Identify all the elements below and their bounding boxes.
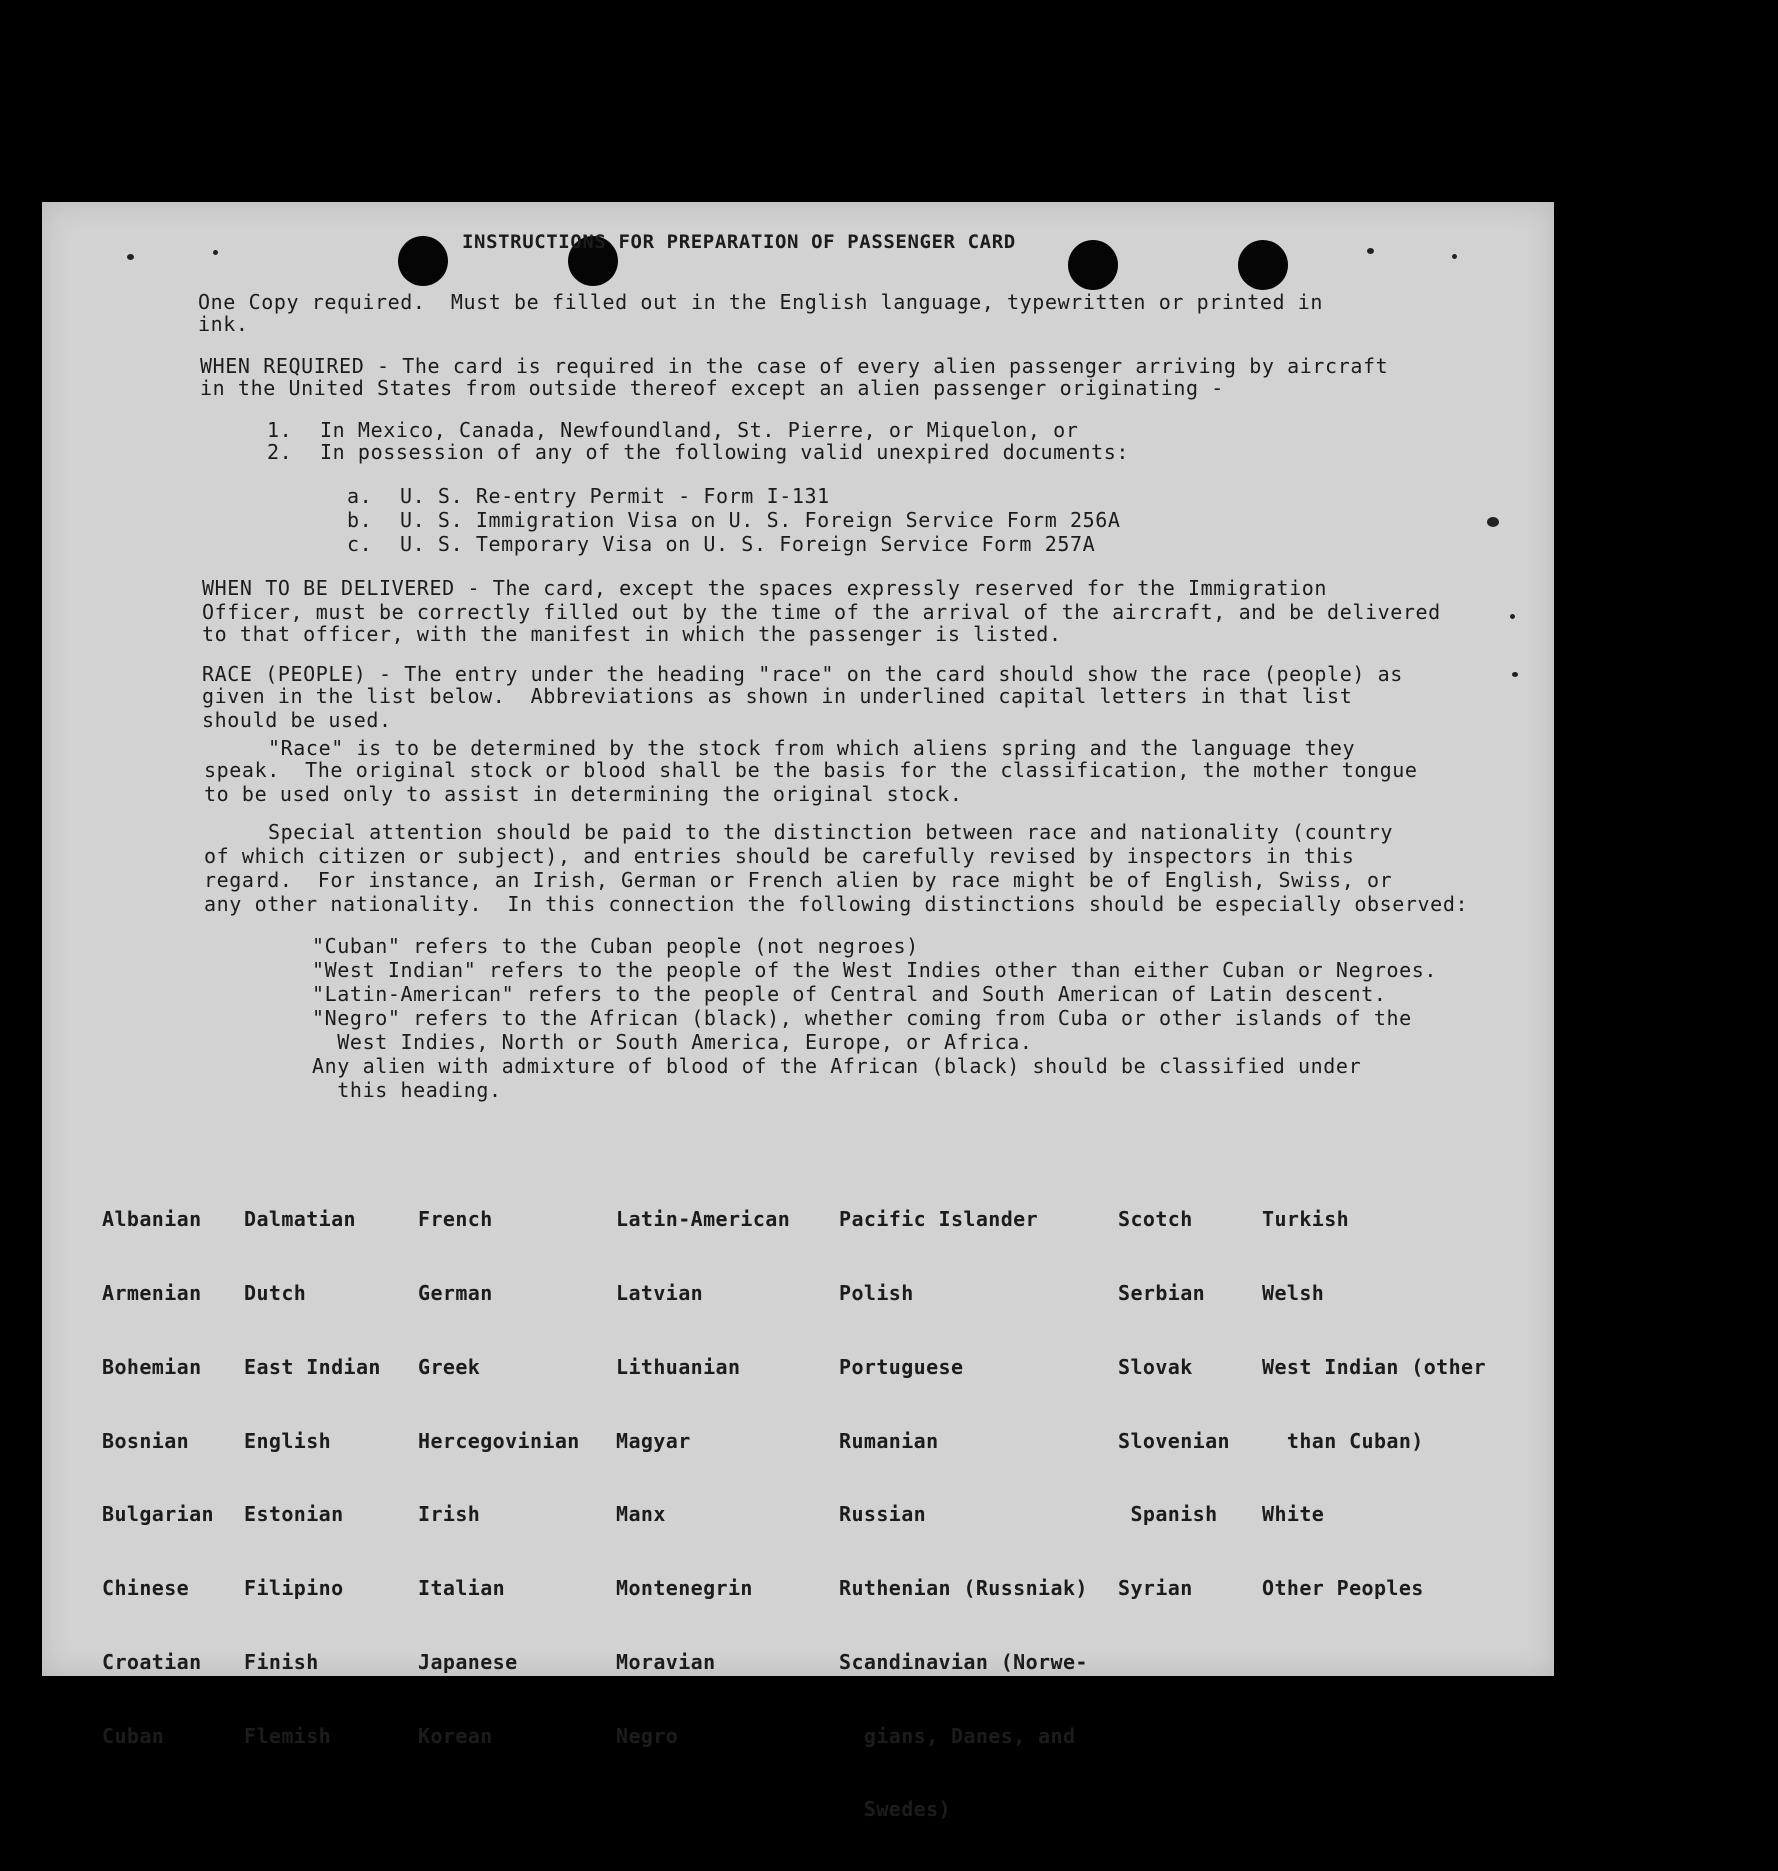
- race-entry: Estonian: [244, 1502, 344, 1527]
- race-entry: Filipino: [244, 1576, 344, 1601]
- when-required-line: in the United States from outside thereof except an alien passenger originating -: [200, 376, 1224, 400]
- race-entry: Slovak: [1118, 1354, 1193, 1379]
- punch-hole: [1238, 240, 1288, 290]
- race-entry: Latvian: [616, 1280, 704, 1305]
- race-entry: West Indian (other: [1262, 1354, 1486, 1379]
- race-column: [418, 1158, 580, 1797]
- race-entry: Swedes): [839, 1797, 951, 1822]
- special-attention-line: of which citizen or subject), and entries should be carefully revised by inspectors in this: [204, 844, 1355, 868]
- race-entry: Chinese: [102, 1576, 190, 1601]
- race-entry: Manx: [616, 1502, 666, 1527]
- race-entry: Greek: [418, 1354, 481, 1379]
- ink-speck: [1452, 254, 1457, 259]
- race-entry: Turkish: [1262, 1207, 1350, 1232]
- distinction-line: "Cuban" refers to the Cuban people (not negroes): [312, 934, 919, 958]
- race-entry: Magyar: [616, 1428, 691, 1453]
- document-item: U. S. Re-entry Permit - Form I-131: [400, 484, 830, 508]
- race-entry: Dutch: [244, 1280, 307, 1305]
- special-attention-line: Special attention should be paid to the distinction between race and nationality (country: [268, 820, 1394, 844]
- race-entry: English: [244, 1428, 332, 1453]
- race-entry: Serbian: [1118, 1280, 1206, 1305]
- when-delivered-line: Officer, must be correctly filled out by the time of the arrival of the aircraft, and be delivered: [202, 600, 1441, 624]
- distinction-line: this heading.: [312, 1078, 502, 1102]
- race-entry: Italian: [418, 1576, 506, 1601]
- race-entry: Other Peoples: [1262, 1576, 1424, 1601]
- race-entry: Portuguese: [839, 1354, 964, 1379]
- when-required-line: WHEN REQUIRED - The card is required in the case of every alien passenger arriving by aircraft: [200, 354, 1389, 378]
- race-column: [839, 1158, 1088, 1871]
- race-entry: Lithuanian: [616, 1354, 741, 1379]
- race-entry: Albanian: [102, 1207, 202, 1232]
- punch-hole: [1068, 240, 1118, 290]
- race-entry: Dalmatian: [244, 1207, 356, 1232]
- ink-speck: [1367, 248, 1374, 254]
- race-entry: Slovenian: [1118, 1428, 1230, 1453]
- race-line: should be used.: [202, 708, 392, 732]
- race-entry: White: [1262, 1502, 1325, 1527]
- distinction-line: Any alien with admixture of blood of the African (black) should be classified under: [312, 1054, 1362, 1078]
- document-letter: c.: [347, 532, 373, 556]
- race-entry: Russian: [839, 1502, 927, 1527]
- list-item: In possession of any of the following valid unexpired documents:: [320, 440, 1130, 464]
- document-item: U. S. Immigration Visa on U. S. Foreign Service Form 256A: [400, 508, 1121, 532]
- distinction-line: "Latin-American" refers to the people of Central and South American of Latin descent.: [312, 982, 1387, 1006]
- race-column: [616, 1158, 790, 1797]
- list-item: In Mexico, Canada, Newfoundland, St. Pierre, or Miquelon, or: [320, 418, 1079, 442]
- race-entry: Bohemian: [102, 1354, 202, 1379]
- ink-speck: [1512, 672, 1518, 677]
- race-entry: Welsh: [1262, 1280, 1325, 1305]
- ink-speck: [127, 254, 134, 260]
- race-entry: Irish: [418, 1502, 481, 1527]
- race-entry: Latin-American: [616, 1207, 791, 1232]
- race-entry: Bulgarian: [102, 1502, 214, 1527]
- special-attention-line: regard. For instance, an Irish, German or French alien by race might be of English, Swiss, or: [204, 868, 1393, 892]
- race-entry: Syrian: [1118, 1576, 1193, 1601]
- race-definition-line: to be used only to assist in determining the original stock.: [204, 782, 963, 806]
- race-column: [1262, 1158, 1486, 1650]
- race-column: [244, 1158, 381, 1797]
- document-item: U. S. Temporary Visa on U. S. Foreign Service Form 257A: [400, 532, 1096, 556]
- race-entry: Scandinavian (Norwe-: [839, 1649, 1088, 1674]
- document-letter: b.: [347, 508, 373, 532]
- race-entry: Montenegrin: [616, 1576, 753, 1601]
- race-entry: Flemish: [244, 1723, 332, 1748]
- ink-speck: [213, 250, 218, 255]
- document-sheet: [42, 202, 1554, 1822]
- punch-hole: [398, 236, 448, 286]
- document-letter: a.: [347, 484, 373, 508]
- race-entry: Korean: [418, 1723, 493, 1748]
- race-entry: Negro: [616, 1723, 679, 1748]
- race-entry: East Indian: [244, 1354, 381, 1379]
- intro-line: ink.: [198, 312, 249, 336]
- race-line: given in the list below. Abbreviations as shown in underlined capital letters in that list: [202, 684, 1353, 708]
- race-entry: gians, Danes, and: [839, 1723, 1076, 1748]
- race-entry: Finish: [244, 1649, 319, 1674]
- race-entry: Armenian: [102, 1280, 202, 1305]
- when-delivered-line: WHEN TO BE DELIVERED - The card, except the spaces expressly reserved for the Immigration: [202, 576, 1328, 600]
- race-entry: German: [418, 1280, 493, 1305]
- race-line: RACE (PEOPLE) - The entry under the heading "race" on the card should show the race (people) as: [202, 662, 1403, 686]
- special-attention-line: any other nationality. In this connection the following distinctions should be especially observed:: [204, 892, 1469, 916]
- race-entry: Ruthenian (Russniak): [839, 1576, 1088, 1601]
- list-number: 1.: [267, 418, 293, 442]
- ink-speck: [1510, 614, 1515, 619]
- race-entry: French: [418, 1207, 493, 1232]
- race-column: [102, 1158, 214, 1797]
- race-entry: Moravian: [616, 1649, 716, 1674]
- distinction-line: "West Indian" refers to the people of the West Indies other than either Cuban or Negroes.: [312, 958, 1438, 982]
- race-definition-line: speak. The original stock or blood shall be the basis for the classification, the mother tongue: [204, 758, 1418, 782]
- race-entry: than Cuban): [1262, 1428, 1424, 1453]
- race-entry: Bosnian: [102, 1428, 190, 1453]
- race-entry: Japanese: [418, 1649, 518, 1674]
- race-entry: Hercegovinian: [418, 1428, 580, 1453]
- when-delivered-line: to that officer, with the manifest in which the passenger is listed.: [202, 622, 1062, 646]
- race-column: [1118, 1158, 1230, 1650]
- distinction-line: West Indies, North or South America, Europe, or Africa.: [312, 1030, 1033, 1054]
- list-number: 2.: [267, 440, 293, 464]
- race-entry: Cuban: [102, 1723, 165, 1748]
- distinction-line: "Negro" refers to the African (black), whether coming from Cuba or other islands of the: [312, 1006, 1412, 1030]
- ink-speck: [1487, 517, 1499, 527]
- intro-line: One Copy required. Must be filled out in the English language, typewritten or printed in: [198, 290, 1324, 314]
- race-entry: Polish: [839, 1280, 914, 1305]
- race-entry: Croatian: [102, 1649, 202, 1674]
- race-entry: Scotch: [1118, 1207, 1193, 1232]
- race-definition-line: "Race" is to be determined by the stock from which aliens spring and the language they: [268, 736, 1356, 760]
- page-title: INSTRUCTIONS FOR PREPARATION OF PASSENGER CARD: [462, 231, 1016, 253]
- race-entry: Pacific Islander: [839, 1207, 1039, 1232]
- race-entry: Rumanian: [839, 1428, 939, 1453]
- race-entry: Spanish: [1118, 1502, 1218, 1527]
